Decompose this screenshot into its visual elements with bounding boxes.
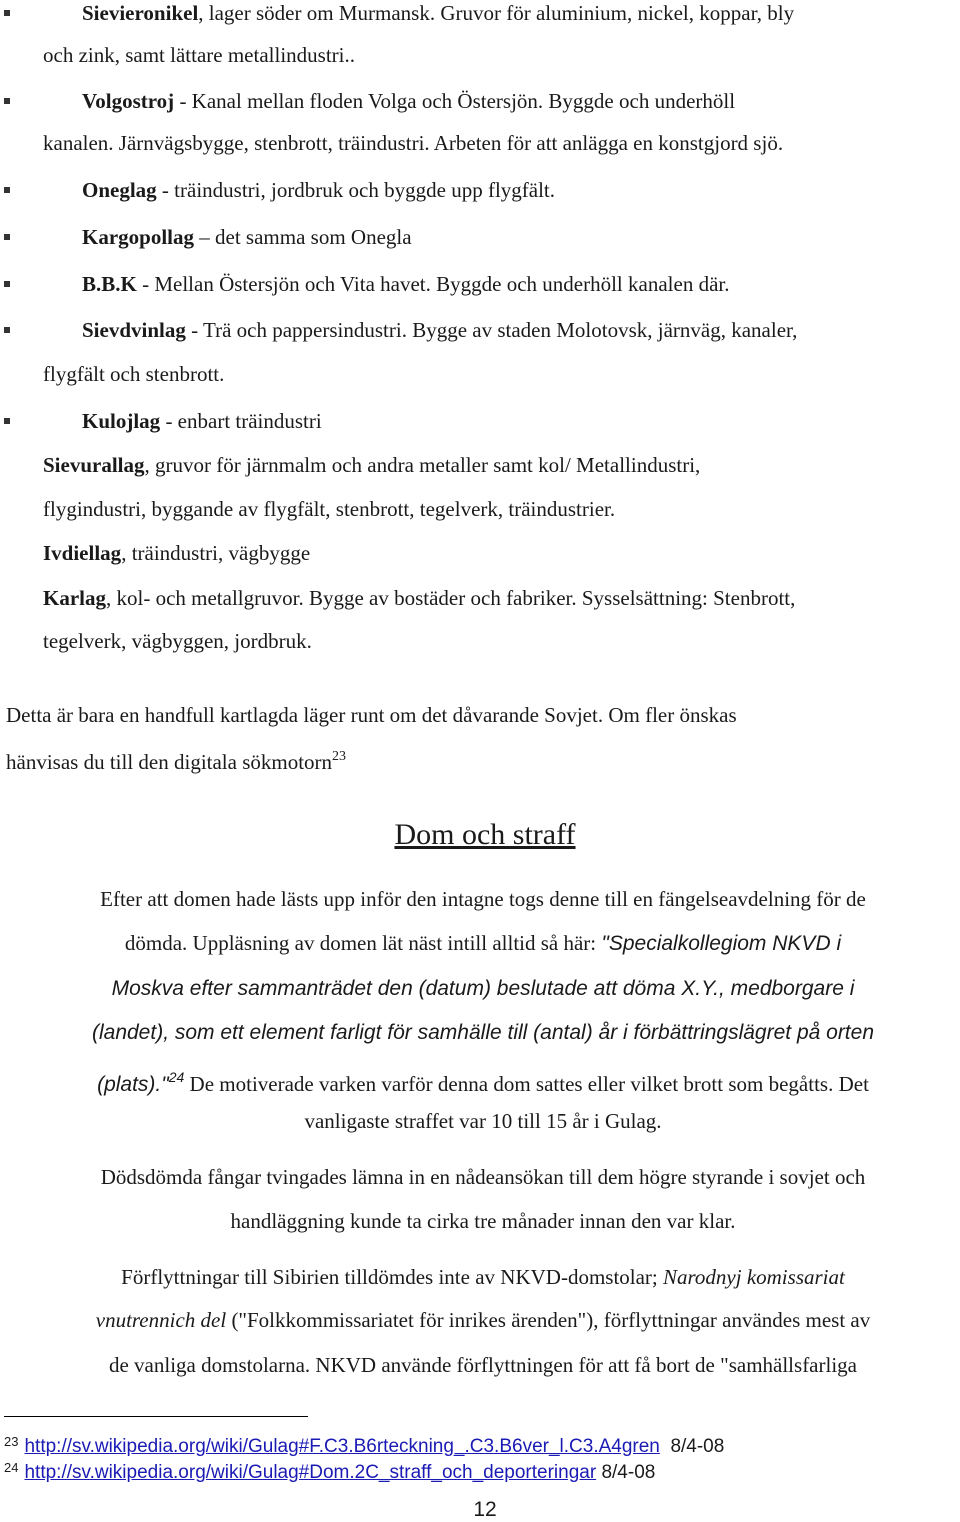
footnote-link[interactable]: http://sv.wikipedia.org/wiki/Gulag#F.C3.B6rteckning_.C3.B6ver_l.C3.A4gren	[24, 1436, 660, 1457]
text-line: Karlag, kol- och metallgruvor. Bygge av bostäder och fabriker. Sysselsättning: Stenbrott,	[43, 586, 796, 610]
footnote	[4, 1431, 724, 1458]
text-line: (plats)."$^{24}$ De motiverade varken varför denna dom sattes eller vilket brott som begåtts. Det	[97, 1069, 869, 1096]
text-line: Ivdiellag, träindustri, vägbygge	[43, 541, 311, 565]
bullet-marker	[4, 281, 10, 287]
text-line: Efter att domen hade lästs upp inför den intagne togs denne till en fängelseavdelning för de	[100, 887, 866, 911]
footnote-number: 24	[4, 1460, 19, 1475]
list-item: Kargopollag – det samma som Onegla	[82, 225, 412, 249]
footnote-ref: 23	[332, 749, 347, 764]
section-heading: Dom och straff	[394, 818, 576, 851]
footnote-divider	[4, 1416, 308, 1417]
bullet-marker	[4, 98, 10, 104]
list-item: B.B.K - Mellan Östersjön och Vita havet. Byggde och underhöll kanalen där.	[82, 272, 730, 296]
list-item: Volgostroj - Kanal mellan floden Volga och Östersjön. Byggde och underhöll	[82, 89, 736, 113]
bullet-marker	[4, 10, 10, 16]
text-line: hänvisas du till den digitala sökmotorn$^{23}$	[6, 749, 347, 774]
text-line: de vanliga domstolarna. NKVD använde förflyttningen för att få bort de "samhällsfarliga	[108, 1353, 857, 1377]
footnote	[4, 1457, 655, 1484]
list-item: Sievieronikel, lager söder om Murmansk. Gruvor för aluminium, nickel, koppar, bly	[82, 1, 795, 25]
text-line: Förflyttningar till Sibirien tilldömdes inte av NKVD-domstolar; Narodnyj komissariat	[121, 1265, 845, 1289]
text-line: Dödsdömda fångar tvingades lämna in en nådeansökan till dem högre styrande i sovjet och	[100, 1165, 866, 1189]
list-item-continuation: och zink, samt lättare metallindustri..	[43, 43, 355, 67]
text-line: handläggning kunde ta cirka tre månader innan den var klar.	[230, 1209, 736, 1233]
quote-text: "Specialkollegiom NKVD i	[601, 932, 842, 955]
text-line: Detta är bara en handfull kartlagda läger runt om det dåvarande Sovjet. Om fler önskas	[6, 703, 737, 727]
bullet-marker	[4, 327, 10, 333]
list-item: Sievdvinlag - Trä och pappersindustri. Bygge av staden Molotovsk, järnväg, kanaler,	[82, 318, 798, 342]
quote-line: (landet), som ett element farligt för samhälle till (antal) år i förbättringslägret på orten	[91, 1021, 874, 1044]
text-line: flygindustri, byggande av flygfält, stenbrott, tegelverk, träindustrier.	[43, 497, 616, 521]
text-line: vnutrennich del ("Folkkommissariatet för inrikes ärenden"), förflyttningar användes mest av	[95, 1308, 871, 1332]
text-line: Sievurallag, gruvor för järnmalm och andra metaller samt kol/ Metallindustri,	[43, 453, 701, 477]
list-item-continuation: kanalen. Järnvägsbygge, stenbrott, träindustri. Arbeten för att anlägga en konstgjord sjö.	[43, 131, 784, 155]
text-line: tegelverk, vägbyggen, jordbruk.	[43, 629, 312, 653]
bullet-marker	[4, 234, 10, 240]
text-line: dömda. Uppläsning av domen lät näst intill alltid så här: "Specialkollegiom NKVD i	[124, 931, 842, 955]
list-item: Oneglag - träindustri, jordbruk och byggde upp flygfält.	[82, 178, 556, 202]
footnote-number: 23	[4, 1434, 19, 1449]
footnote-link[interactable]: http://sv.wikipedia.org/wiki/Gulag#Dom.2C_straff_och_deporteringar	[24, 1462, 597, 1483]
text-line: vanligaste straffet var 10 till 15 år i Gulag.	[304, 1109, 662, 1133]
bullet-marker	[4, 418, 10, 424]
list-item-continuation: flygfält och stenbrott.	[43, 362, 225, 386]
list-item: Kulojlag - enbart träindustri	[82, 409, 322, 433]
bullet-marker	[4, 187, 10, 193]
footnote-date: 8/4-08	[601, 1462, 656, 1483]
page-number: 12	[473, 1498, 497, 1521]
quote-line: Moskva efter sammanträdet den (datum) beslutade att döma X.Y., medborgare i	[111, 977, 855, 1000]
footnote-ref: 24	[168, 1069, 185, 1085]
quote-text: (plats)."	[97, 1073, 169, 1096]
footnote-date: 8/4-08	[670, 1436, 725, 1457]
